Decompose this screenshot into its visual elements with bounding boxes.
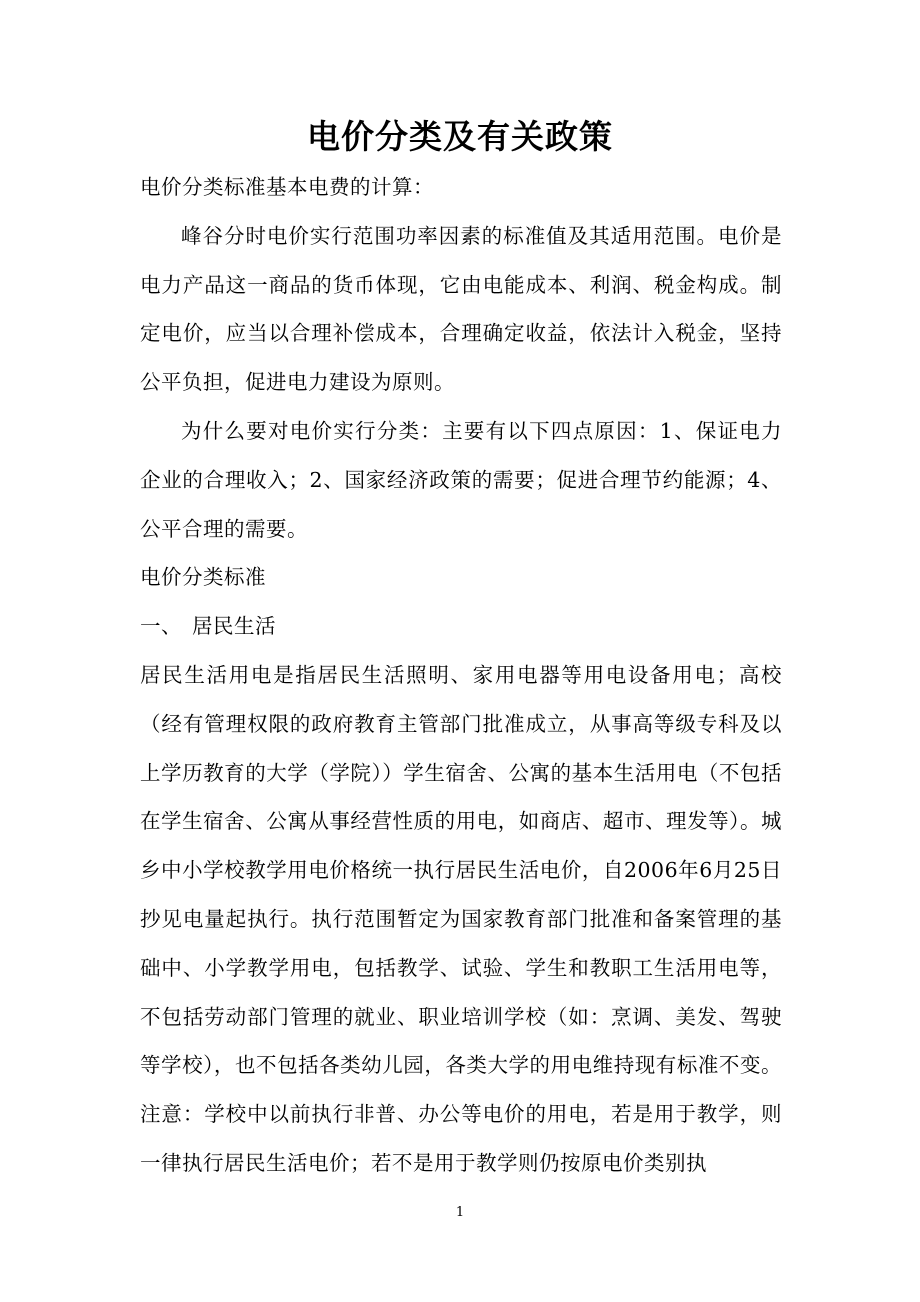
list-item-residential xyxy=(140,602,782,651)
page-number: 1 xyxy=(455,1205,465,1220)
paragraph-reasons: 为什么要对电价实行分类：主要有以下四点原因：1、保证电力企业的合理收入；2、国家经济政策的需要；促进合理节约能源；4、公平合理的需要。 xyxy=(140,418,782,541)
list-item-number: 一、 xyxy=(140,614,182,639)
paragraph-intro: 峰谷分时电价实行范围功率因素的标准值及其适用范围。电价是电力产品这一商品的货币体现，它由电能成本、利润、税金构成。制定电价，应当以合理补偿成本，合理确定收益，依法计入税金，坚持公平负担，促进电力建设为原则。 xyxy=(140,223,782,395)
paragraph-residential-detail: 居民生活用电是指居民生活照明、家用电器等用电设备用电；高校（经有管理权限的政府教育主管部门批准成立，从事高等级专科及以上学历教育的大学（学院））学生宿舍、公寓的基本生活用电（不包括在学生宿舍、公寓从事经营性质的用电，如商店、超市、理发等）。城乡中小学校教学用电价格统一执行居民生活电价，自2006年6月25日抄见电量起执行。执行范围暂定为国家教育部门批准和备案管理的基础中、小学教学用电，包括教学、试验、学生和教职工生活用电等，不包括劳动部门管理的就业、职业培训学校（如：烹调、美发、驾驶等学校），也不包括各类幼儿园，各类大学的用电维持现有标准不变。注意：学校中以前执行非普、办公等电价的用电，若是用于教学，则一律执行居民生活电价；若不是用于教学则仍按原电价类别执 xyxy=(140,662,782,1175)
subtitle-line: 电价分类标准基本电费的计算： xyxy=(140,175,434,199)
list-item-label: 居民生活 xyxy=(192,614,276,639)
section-heading: 电价分类标准 xyxy=(140,565,266,590)
document-title: 电价分类及有关政策 xyxy=(307,117,613,156)
document-body xyxy=(140,163,782,1188)
